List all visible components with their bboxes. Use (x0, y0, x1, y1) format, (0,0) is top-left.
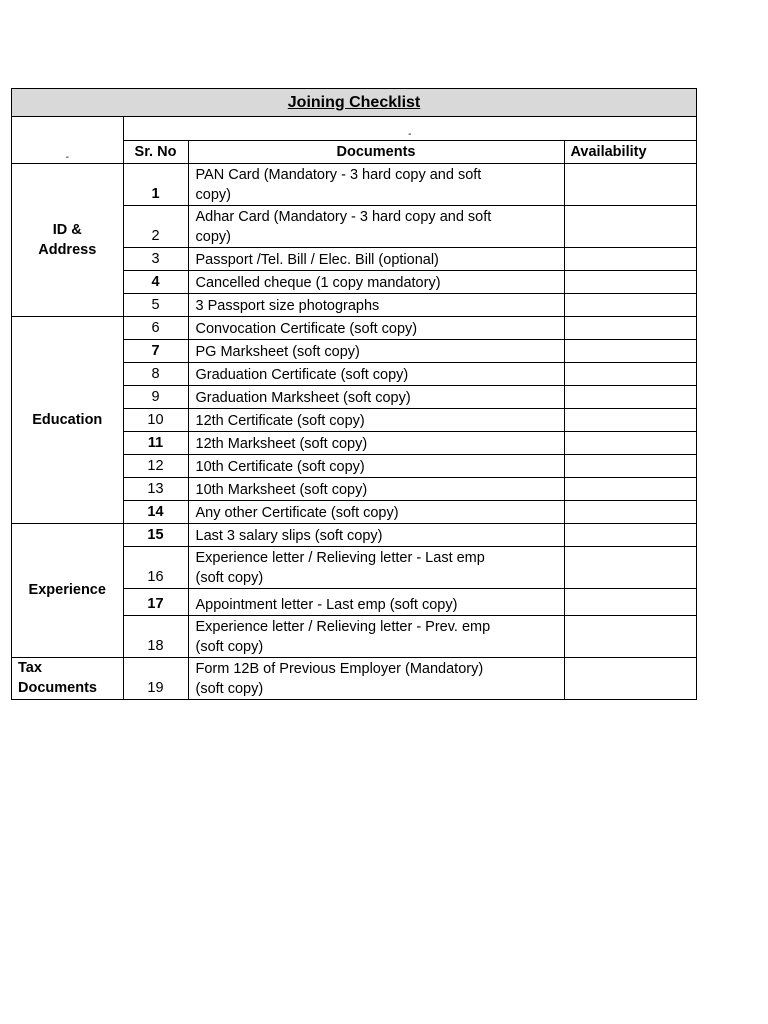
header-availability: Availability (564, 140, 696, 163)
header-spacer-row (12, 117, 696, 140)
row-number: 4 (123, 270, 188, 293)
availability-cell[interactable] (564, 247, 696, 270)
row-number: 11 (123, 431, 188, 454)
availability-cell[interactable] (564, 500, 696, 523)
category-experience: Experience (12, 523, 123, 657)
availability-cell[interactable] (564, 588, 696, 615)
category-tax-documents (12, 657, 123, 699)
row-number: 13 (123, 477, 188, 500)
row-number: 1 (123, 163, 188, 205)
table-row (12, 523, 696, 546)
document-name: Graduation Certificate (soft copy) (188, 362, 564, 385)
document-name: Cancelled cheque (1 copy mandatory) (188, 270, 564, 293)
availability-cell[interactable] (564, 431, 696, 454)
row-number: 17 (123, 588, 188, 615)
availability-cell[interactable] (564, 477, 696, 500)
page-title: Joining Checklist (287, 93, 421, 111)
row-number: 12 (123, 454, 188, 477)
document-name: Form 12B of Previous Employer (Mandatory) (soft copy) (188, 657, 564, 699)
availability-cell[interactable] (564, 293, 696, 316)
document-name: Appointment letter - Last emp (soft copy) (188, 588, 564, 615)
checklist-table (12, 117, 696, 699)
category-id-address (12, 163, 123, 316)
availability-cell[interactable] (564, 316, 696, 339)
table-row (12, 163, 696, 205)
row-number: 14 (123, 500, 188, 523)
category-label: Address (38, 241, 97, 258)
availability-cell[interactable] (564, 523, 696, 546)
availability-cell[interactable] (564, 339, 696, 362)
availability-cell[interactable] (564, 205, 696, 247)
category-label: Documents (18, 680, 97, 697)
availability-cell[interactable] (564, 362, 696, 385)
row-number: 19 (123, 657, 188, 699)
document-name: Convocation Certificate (soft copy) (188, 316, 564, 339)
row-number: 6 (123, 316, 188, 339)
table-row (12, 316, 696, 339)
availability-cell[interactable] (564, 385, 696, 408)
document-name: Passport /Tel. Bill / Elec. Bill (optional) (188, 247, 564, 270)
document-name: Any other Certificate (soft copy) (188, 500, 564, 523)
document-name: Experience letter / Relieving letter - Last emp (soft copy) (188, 546, 564, 588)
category-label: Tax (18, 660, 42, 677)
document-name: PG Marksheet (soft copy) (188, 339, 564, 362)
availability-cell[interactable] (564, 270, 696, 293)
row-number: 18 (123, 615, 188, 657)
row-number: 10 (123, 408, 188, 431)
header-sr-no: Sr. No (123, 140, 188, 163)
availability-cell[interactable] (564, 615, 696, 657)
joining-checklist-sheet (11, 88, 697, 700)
availability-cell[interactable] (564, 657, 696, 699)
row-number: 5 (123, 293, 188, 316)
table-row (12, 657, 696, 699)
corner-mark: - (12, 117, 123, 163)
row-number: 8 (123, 362, 188, 385)
document-name: 3 Passport size photographs (188, 293, 564, 316)
title-bar (12, 89, 696, 117)
availability-cell[interactable] (564, 546, 696, 588)
category-education: Education (12, 316, 123, 523)
row-number: 9 (123, 385, 188, 408)
row-number: 2 (123, 205, 188, 247)
document-name: 12th Certificate (soft copy) (188, 408, 564, 431)
availability-cell[interactable] (564, 454, 696, 477)
document-name: 12th Marksheet (soft copy) (188, 431, 564, 454)
availability-cell[interactable] (564, 163, 696, 205)
document-name: Adhar Card (Mandatory - 3 hard copy and soft copy) (188, 205, 564, 247)
category-label: ID & (52, 221, 82, 238)
document-name: Experience letter / Relieving letter - Prev. emp (soft copy) (188, 615, 564, 657)
header-documents: Documents (188, 140, 564, 163)
top-mark: - (123, 117, 696, 140)
document-name: Graduation Marksheet (soft copy) (188, 385, 564, 408)
document-name: 10th Certificate (soft copy) (188, 454, 564, 477)
availability-cell[interactable] (564, 408, 696, 431)
row-number: 7 (123, 339, 188, 362)
row-number: 3 (123, 247, 188, 270)
document-name: Last 3 salary slips (soft copy) (188, 523, 564, 546)
row-number: 16 (123, 546, 188, 588)
document-name: 10th Marksheet (soft copy) (188, 477, 564, 500)
row-number: 15 (123, 523, 188, 546)
document-name: PAN Card (Mandatory - 3 hard copy and soft copy) (188, 163, 564, 205)
